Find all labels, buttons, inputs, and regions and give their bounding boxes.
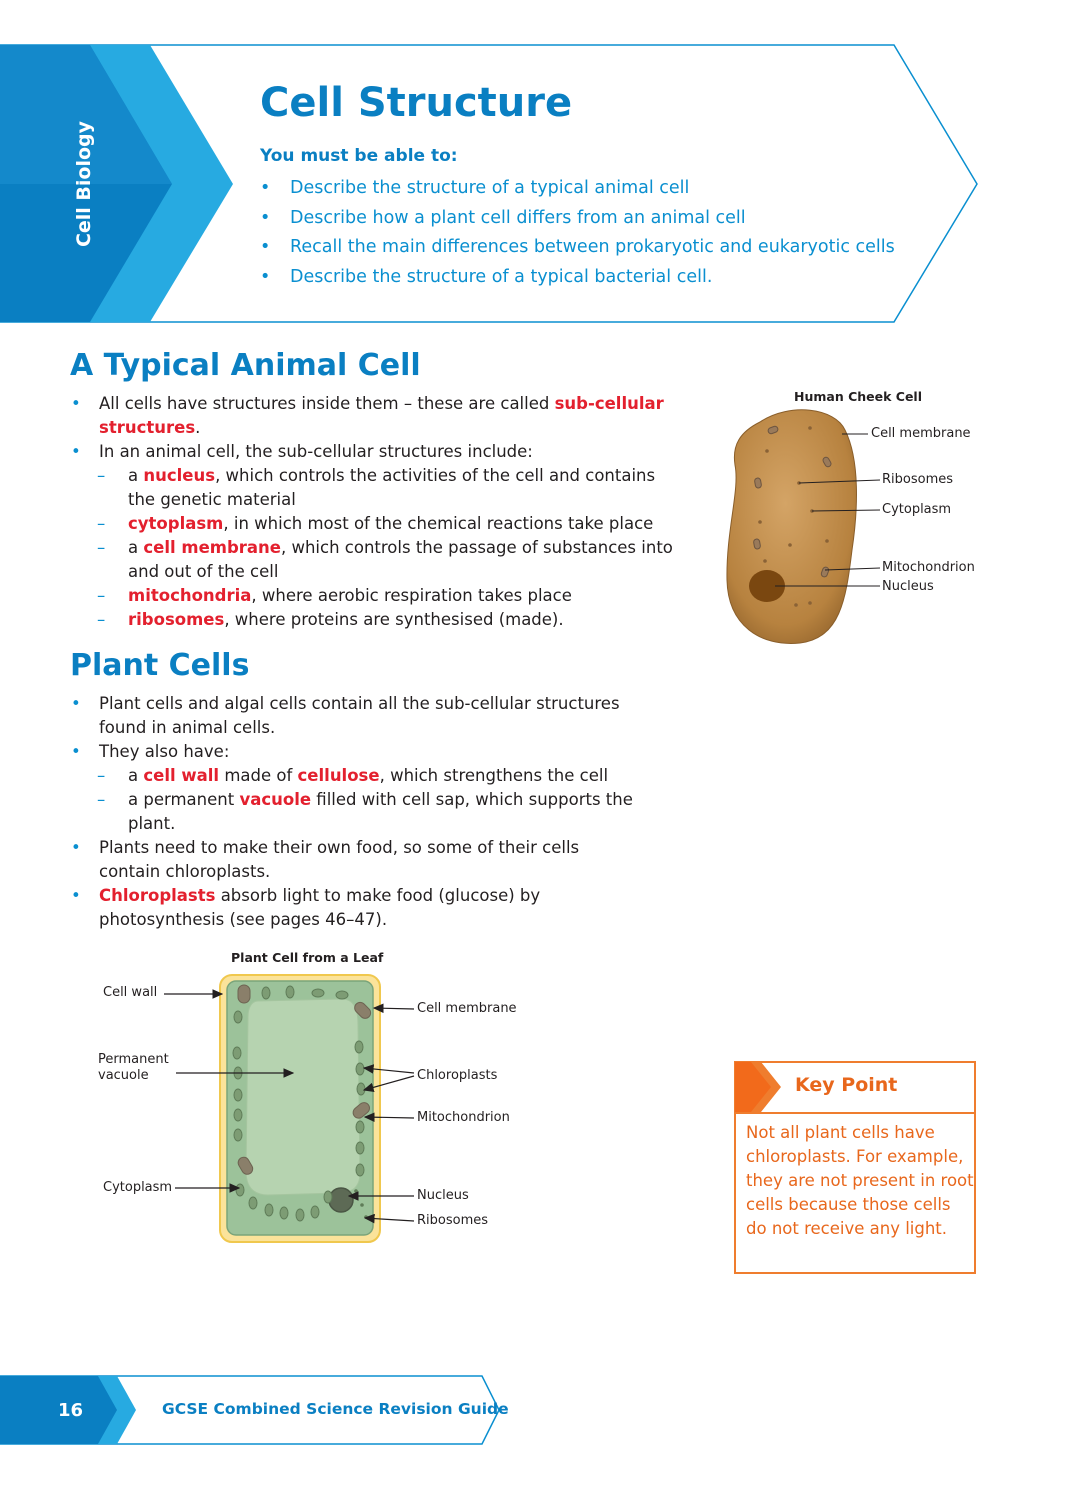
list-item: – a cell membrane, which controls the passage of substances into and out of the cell bbox=[70, 536, 680, 584]
objectives-heading: You must be able to: bbox=[260, 146, 458, 166]
keyword: Chloroplasts bbox=[99, 886, 216, 905]
leaf-label-vacuole-line1: Permanent bbox=[98, 1052, 169, 1067]
guide-title: GCSE Combined Science Revision Guide bbox=[162, 1400, 509, 1418]
list-item: • In an animal cell, the sub-cellular structures include: bbox=[70, 440, 680, 464]
objective-item: • Describe the structure of a typical animal cell bbox=[260, 174, 895, 204]
page-number: 16 bbox=[58, 1400, 84, 1421]
cheek-diagram-title: Human Cheek Cell bbox=[794, 389, 922, 404]
cheek-label-ribosomes: Ribosomes bbox=[882, 472, 954, 487]
list-item: – cytoplasm, in which most of the chemical reactions take place bbox=[70, 512, 680, 536]
key-point-text: Not all plant cells have chloroplasts. For example, they are not present in root cells because those cells do not receive any light. bbox=[746, 1123, 974, 1238]
leaf-label-cell-wall: Cell wall bbox=[103, 985, 158, 1000]
leaf-label-vacuole-line2: vacuole bbox=[98, 1068, 149, 1083]
leaf-label-membrane: Cell membrane bbox=[417, 1001, 517, 1016]
leaf-label-chloroplasts: Chloroplasts bbox=[417, 1068, 498, 1083]
objective-item: • Describe the structure of a typical bacterial cell. bbox=[260, 263, 895, 293]
cheek-label-membrane: Cell membrane bbox=[871, 426, 971, 441]
objectives-list bbox=[260, 174, 895, 292]
leaf-diagram-title: Plant Cell from a Leaf bbox=[231, 950, 384, 965]
page-title: Cell Structure bbox=[260, 80, 573, 126]
keyword: nucleus bbox=[143, 466, 216, 485]
keyword: cell membrane bbox=[143, 538, 281, 557]
cheek-label-nucleus: Nucleus bbox=[882, 579, 934, 594]
leaf-label-mitochondrion: Mitochondrion bbox=[417, 1110, 510, 1125]
keyword: cytoplasm bbox=[128, 514, 224, 533]
list-item: • They also have: bbox=[70, 740, 640, 764]
cheek-label-cytoplasm: Cytoplasm bbox=[882, 502, 952, 517]
list-item: – mitochondria, where aerobic respiration takes place bbox=[70, 584, 680, 608]
keyword: vacuole bbox=[239, 790, 312, 809]
list-item: – a permanent vacuole filled with cell sap, which supports the plant. bbox=[70, 788, 640, 836]
list-item: • All cells have structures inside them – these are called sub-cellular structures. bbox=[70, 392, 680, 440]
objective-item: • Recall the main differences between prokaryotic and eukaryotic cells bbox=[260, 233, 895, 263]
plant-cells-list bbox=[70, 692, 640, 932]
keyword: sub-cellular structures bbox=[99, 394, 664, 437]
keyword: cellulose bbox=[297, 766, 380, 785]
keyword: mitochondria bbox=[128, 586, 252, 605]
list-item: – a nucleus, which controls the activities of the cell and contains the genetic material bbox=[70, 464, 680, 512]
list-item: • Plant cells and algal cells contain all the sub-cellular structures found in animal cells. bbox=[70, 692, 640, 740]
plant-cells-heading: Plant Cells bbox=[70, 648, 250, 683]
list-item: • Chloroplasts absorb light to make food (glucose) by photosynthesis (see pages 46–47). bbox=[70, 884, 640, 932]
leaf-label-cytoplasm: Cytoplasm bbox=[103, 1180, 173, 1195]
keyword: ribosomes bbox=[128, 610, 225, 629]
list-item: – a cell wall made of cellulose, which strengthens the cell bbox=[70, 764, 640, 788]
keyword: cell wall bbox=[143, 766, 220, 785]
leaf-label-ribosomes: Ribosomes bbox=[417, 1213, 489, 1228]
list-item: – ribosomes, where proteins are synthesised (made). bbox=[70, 608, 680, 632]
list-item: • Plants need to make their own food, so some of their cells contain chloroplasts. bbox=[70, 836, 640, 884]
animal-cell-list bbox=[70, 392, 680, 632]
objective-item: • Describe how a plant cell differs from an animal cell bbox=[260, 204, 895, 234]
key-point-heading: Key Point bbox=[795, 1074, 898, 1096]
animal-cell-heading: A Typical Animal Cell bbox=[70, 348, 421, 383]
leaf-cell-diagram bbox=[90, 965, 430, 1250]
leaf-label-nucleus: Nucleus bbox=[417, 1188, 469, 1203]
cheek-label-mitochondrion: Mitochondrion bbox=[882, 560, 975, 575]
